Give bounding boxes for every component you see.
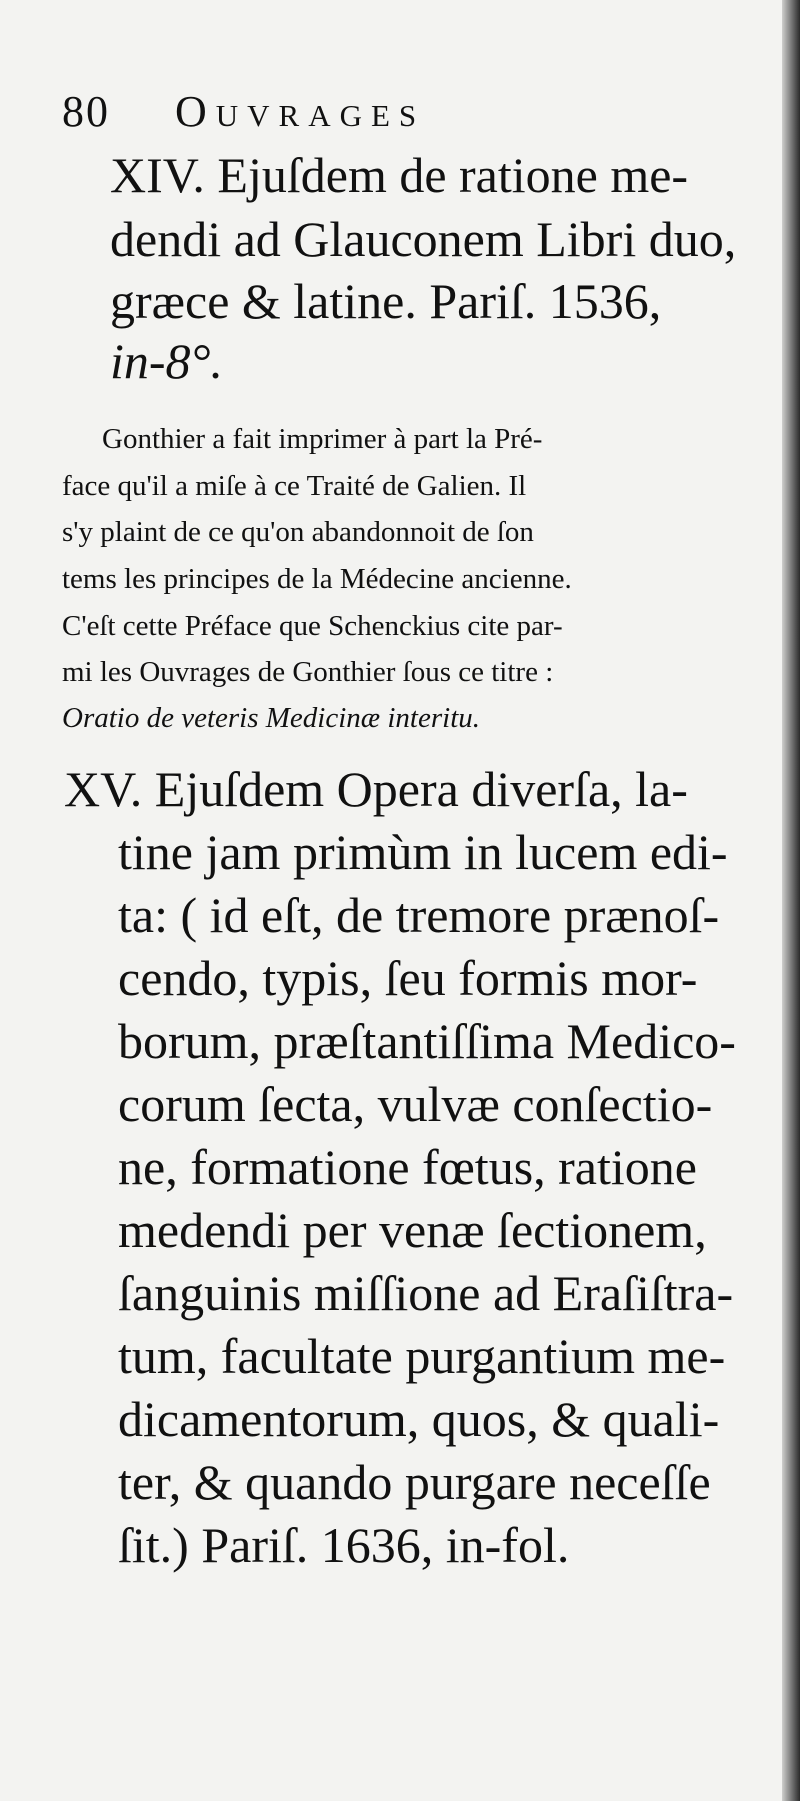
entry-xv-line-13: ſit.) Pariſ. 1636, in-fol. [118, 1517, 570, 1573]
entry-xv-line-3: ta: ( id eſt, de tremore prænoſ- [118, 887, 720, 943]
note-line-1: Gonthier a fait imprimer à part la Pré- [102, 423, 543, 455]
note-line-6: mi les Ouvrages de Gonthier ſous ce titre : [62, 656, 554, 688]
entry-xv-line-7: ne, formatione fœtus, ratione [118, 1139, 697, 1195]
entry-xv-line-10: tum, facultate purgantium me- [118, 1328, 726, 1384]
entry-xv-line-2: tine jam primùm in lucem edi- [118, 824, 728, 880]
note-line-4: tems les principes de la Médecine ancienne. [62, 563, 572, 595]
entry-xiv-line-4: in-8°. [110, 333, 224, 389]
note-line-3: s'y plaint de ce qu'on abandonnoit de ſon [62, 516, 534, 548]
running-header [62, 86, 425, 137]
page-spine-shadow [782, 0, 800, 1801]
entry-xv-line-4: cendo, typis, ſeu formis mor- [118, 950, 698, 1006]
running-title: Ouvrages [175, 87, 426, 136]
entry-xv-line-9: ſanguinis miſſione ad Eraſiſtra- [118, 1265, 734, 1321]
note-line-5: C'eſt cette Préface que Schenckius cite par- [62, 610, 563, 642]
entry-xv-line-12: ter, & quando purgare neceſſe [118, 1454, 711, 1510]
page-number: 80 [62, 87, 110, 136]
entry-xiv-line-1: XIV. Ejuſdem de ratione me- [110, 147, 689, 203]
entry-xv-line-6: corum ſecta, vulvæ conſectio- [118, 1076, 713, 1132]
entry-xv-line-8: medendi per venæ ſectionem, [118, 1202, 707, 1258]
entry-xv-line-5: borum, præſtantiſſima Medico- [118, 1013, 736, 1069]
entry-xiv-line-2: dendi ad Glauconem Libri duo, [110, 211, 737, 267]
entry-xv-line-1: XV. Ejuſdem Opera diverſa, la- [64, 761, 688, 817]
note-line-2: face qu'il a miſe à ce Traité de Galien. Il [62, 470, 527, 502]
entry-xv-line-11: dicamentorum, quos, & quali- [118, 1391, 720, 1447]
note-line-7: Oratio de veteris Medicinæ interitu. [62, 702, 481, 734]
entry-xiv-line-3: græce & latine. Pariſ. 1536, [110, 273, 662, 329]
